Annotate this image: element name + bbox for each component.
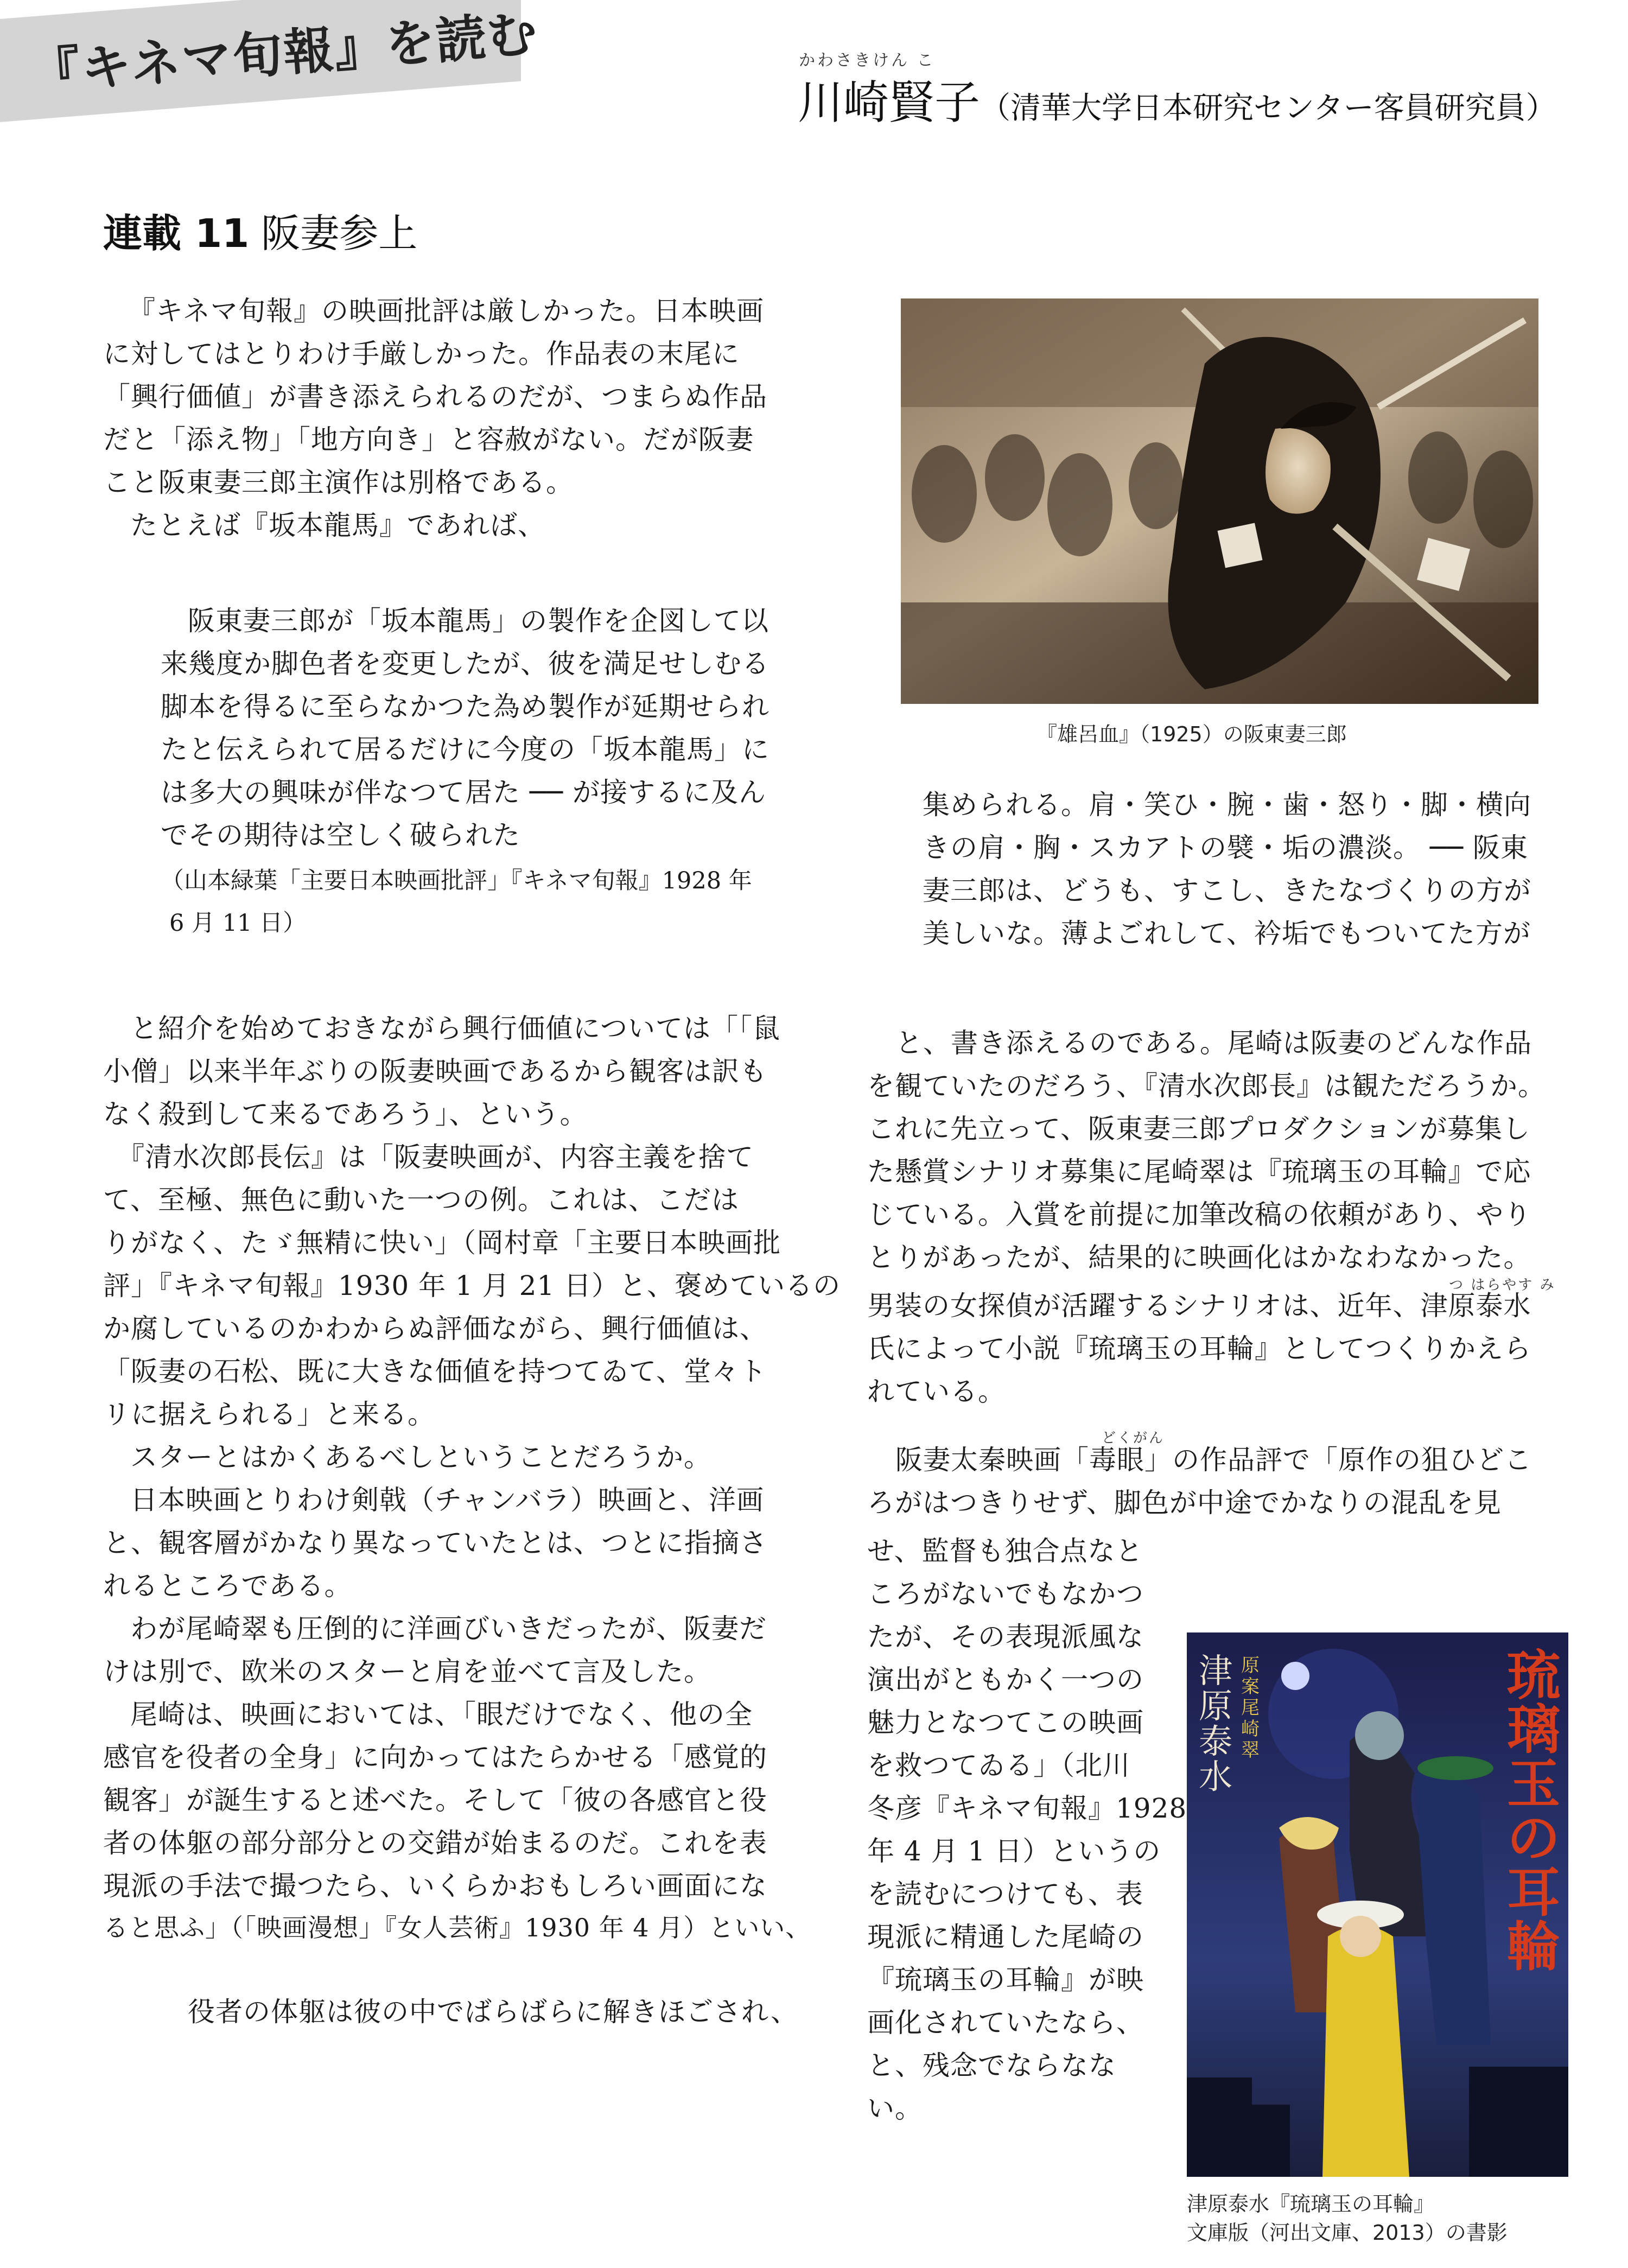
- author-name: 川崎賢子: [798, 76, 981, 129]
- quote-line: 脚本を得るに至らなかつた為め製作が延期せられ: [161, 691, 770, 722]
- quote-citation: （山本緑葉「主要日本映画批評」『キネマ旬報』1928 年: [161, 867, 752, 894]
- quote-line: 妻三郎は、どうも、すこし、きたなづくりの方が: [923, 875, 1531, 906]
- quote-line: は多大の興味が伴なつて居た ── が接するに及ん: [161, 777, 766, 808]
- quote-line: 役者の体躯は彼の中でばらばらに解きほごされ、: [188, 1996, 798, 2028]
- quote-line: 来幾度か脚色者を変更したが、彼を満足せしむる: [161, 648, 770, 679]
- body-line: リに据えられる」と来る。: [103, 1399, 435, 1430]
- serial-label: 連載 11: [103, 211, 250, 256]
- body-line: スターとはかくあるべしということだろうか。: [130, 1441, 711, 1473]
- book-cover-title: 琉璃玉の耳輪: [1507, 1644, 1561, 1978]
- body-line: を救つてゐる」（北川: [867, 1750, 1130, 1781]
- ruby-dokugan: どくがん: [1102, 1430, 1165, 1446]
- body-line: か腐しているのかわからぬ評価ながら、興行価値は、: [103, 1313, 767, 1344]
- body-line: とりがあったが、結果的に映画化はかなわなかった。: [867, 1242, 1531, 1273]
- author-byline: [798, 66, 1556, 132]
- body-line: い。: [867, 2093, 923, 2124]
- author-ruby: かわさきけん こ: [799, 51, 936, 70]
- book-cover-author: 津原泰水: [1199, 1651, 1233, 1797]
- body-line: ころがないでもなかつ: [867, 1578, 1144, 1610]
- body-line: 阪妻太秦映画「毒眼」の作品評で「原作の狙ひどこ: [895, 1444, 1532, 1476]
- quote-line: 阪東妻三郎が「坂本龍馬」の製作を企図して以: [188, 605, 769, 637]
- body-line: ると思ふ」（「映画漫想」『女人芸術』1930 年 4 月）といい、: [103, 1913, 811, 1942]
- body-line: を読むにつけても、表: [867, 1878, 1143, 1910]
- body-line: これに先立って、阪東妻三郎プロダクションが募集し: [867, 1113, 1530, 1145]
- body-line: たとえば『坂本龍馬』であれば、: [130, 510, 545, 541]
- quote-line: でその期待は空しく破られた: [161, 819, 520, 851]
- body-line: こと阪東妻三郎主演作は別格である。: [103, 467, 574, 498]
- body-line: 小僧」以来半年ぶりの阪妻映画であるから観客は訳も: [103, 1056, 767, 1087]
- body-line: 演出がともかく一つの: [867, 1664, 1144, 1695]
- body-line: 現派の手法で撮つたら、いくらかおもしろい画面にな: [103, 1870, 767, 1902]
- body-line: を観ていたのだろう、『清水次郎長』は観ただろうか。: [867, 1070, 1546, 1102]
- body-line: 日本映画とりわけ剣戟（チャンバラ）映画と、洋画: [130, 1484, 764, 1516]
- body-line: ろがはつきりせず、脚色が中途でかなりの混乱を見: [867, 1487, 1502, 1519]
- body-line: だと「添え物」「地方向き」と容赦がない。だが阪妻: [103, 424, 754, 455]
- body-line: 「興行価値」が書き添えられるのだが、つまらぬ作品: [103, 381, 767, 412]
- body-line: 年 4 月 1 日）というの: [867, 1835, 1161, 1867]
- article-title: [103, 202, 417, 258]
- photo-caption: 『雄呂血』（1925）の阪東妻三郎: [1036, 722, 1347, 746]
- book-caption-line2: 文庫版（河出文庫、2013）の書影: [1187, 2221, 1508, 2245]
- body-line: せ、監督も独合点なと: [867, 1535, 1143, 1567]
- book-cover-original: 原案 尾崎翠: [1241, 1655, 1260, 1762]
- body-line: 評」『キネマ旬報』1930 年 1 月 21 日）と、褒めているの: [103, 1270, 841, 1301]
- body-line: 者の体躯の部分部分との交錯が始まるのだ。これを表: [103, 1827, 767, 1859]
- body-line: 「阪妻の石松、既に大きな価値を持つてゐて、堂々ト: [103, 1356, 767, 1387]
- body-line: 『清水次郎長伝』は「阪妻映画が、内容主義を捨て: [117, 1141, 754, 1173]
- body-line: 『キネマ旬報』の映画批評は厳しかった。日本映画: [128, 295, 764, 327]
- body-line: た懸賞シナリオ募集に尾崎翠は『琉璃玉の耳輪』で応: [867, 1156, 1531, 1187]
- body-line: 冬彦『キネマ旬報』1928: [867, 1793, 1187, 1824]
- quote-line: 集められる。肩・笑ひ・腕・歯・怒り・脚・横向: [923, 789, 1531, 821]
- body-line: 『琉璃玉の耳輪』が映: [867, 1964, 1144, 1996]
- body-line: 感官を役者の全身」に向かってはたらかせる「感覚的: [103, 1742, 767, 1773]
- article-heading: 阪妻参上: [261, 211, 418, 256]
- body-line: 画化されていたなら、: [867, 2007, 1144, 2038]
- body-line: れるところである。: [103, 1570, 352, 1602]
- quote-line: 美しいな。薄よごれして、衿垢でもついてた方が: [923, 918, 1531, 949]
- body-line: 魅力となつてこの映画: [867, 1707, 1144, 1738]
- body-line: 男装の女探偵が活躍するシナリオは、近年、津原泰水: [867, 1290, 1531, 1322]
- quote-citation: 6 月 11 日）: [169, 910, 307, 937]
- body-line: 観客」が誕生すると述べた。そして「彼の各感官と役: [103, 1784, 767, 1816]
- quote-line: きの肩・胸・スカアトの襞・垢の濃淡。 ── 阪東: [923, 832, 1528, 863]
- body-line: と、観客層がかなり異なっていたとは、つとに指摘さ: [103, 1527, 767, 1559]
- body-line: て、至極、無色に動いた一つの例。これは、こだは: [103, 1184, 739, 1216]
- body-line: なく殺到して来るであろう」、という。: [103, 1098, 588, 1130]
- body-line: 現派に精通した尾崎の: [867, 1921, 1144, 1953]
- body-line: わが尾崎翠も圧倒的に洋画びいきだったが、阪妻だ: [130, 1613, 767, 1644]
- book-caption-line1: 津原泰水『琉璃玉の耳輪』: [1187, 2192, 1435, 2216]
- author-affiliation: （清華大学日本研究センター客員研究員）: [980, 91, 1556, 126]
- body-line: たが、その表現派風な: [867, 1621, 1144, 1653]
- film-still-illustration: [901, 298, 1538, 704]
- body-line: りがなく、たゞ無精に快い」（岡村章「主要日本映画批: [103, 1227, 781, 1259]
- body-line: 尾崎は、映画においては、「眼だけでなく、他の全: [130, 1699, 753, 1730]
- ruby-tsuhara: つ はらやす み: [1449, 1277, 1556, 1293]
- body-line: 氏によって小説『琉璃玉の耳輪』としてつくりかえら: [867, 1333, 1531, 1364]
- body-line: けは別で、欧米のスターと肩を並べて言及した。: [103, 1656, 711, 1687]
- quote-line: たと伝えられて居るだけに今度の「坂本龍馬」に: [161, 734, 770, 765]
- series-title: 『キネマ旬報』を読む: [28, 4, 540, 103]
- body-line: と、書き添えるのである。尾崎は阪妻のどんな作品: [895, 1027, 1532, 1059]
- body-line: れている。: [867, 1376, 1006, 1407]
- body-line: に対してはとりわけ手厳しかった。作品表の末尾に: [103, 338, 740, 370]
- book-cover: [1187, 1632, 1568, 2177]
- body-line: じている。入賞を前提に加筆改稿の依頼があり、やり: [867, 1199, 1531, 1230]
- film-still-photo: [901, 298, 1538, 704]
- body-line: と、残念でならなな: [867, 2050, 1116, 2081]
- body-line: と紹介を始めておきながら興行価値については「「鼠: [130, 1013, 780, 1044]
